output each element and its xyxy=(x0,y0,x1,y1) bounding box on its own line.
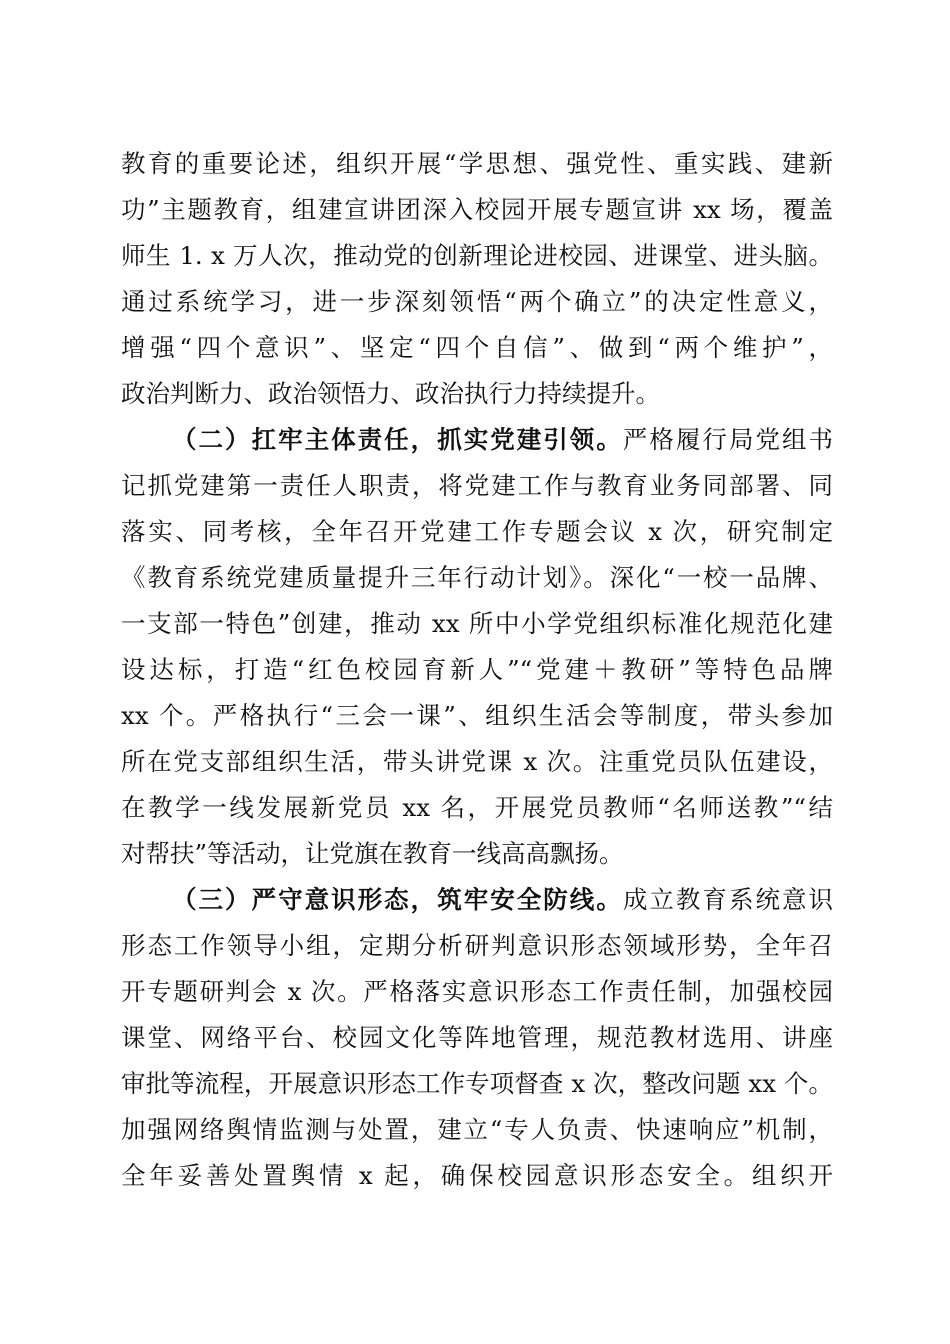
paragraph-1-line-3: 师生 1. x 万人次，推动党的创新理论进校园、进课堂、进头脑。 xyxy=(121,241,833,270)
paragraph-1-line-4: 通过系统学习，进一步深刻领悟“两个确立”的决定性意义， xyxy=(121,287,833,316)
paragraph-2-line-7: xx 个。严格执行“三会一课”、组织生活会等制度，带头参加 xyxy=(121,701,833,730)
paragraph-1-line-1: 教育的重要论述，组织开展“学思想、强党性、重实践、建新 xyxy=(121,149,833,178)
paragraph-3-line-7: 全年妥善处置舆情 x 起，确保校园意识形态安全。组织开 xyxy=(121,1161,833,1190)
paragraph-1-line-6: 政治判断力、政治领悟力、政治执行力持续提升。 xyxy=(121,379,660,408)
paragraph-2-line-9: 在教学一线发展新党员 xx 名，开展党员教师“名师送教”“结 xyxy=(121,793,833,822)
paragraph-3-heading: （三）严守意识形态，筑牢安全防线。 xyxy=(172,885,623,914)
paragraph-2-line-6: 设达标，打造“红色校园育新人”“党建＋教研”等特色品牌 xyxy=(121,655,833,684)
paragraph-2-line-4: 《教育系统党建质量提升三年行动计划》。深化“一校一品牌、 xyxy=(121,563,833,592)
paragraph-3-first-line xyxy=(172,882,833,918)
paragraph-3-line-4: 课堂、网络平台、校园文化等阵地管理，规范教材选用、讲座 xyxy=(121,1023,833,1052)
paragraph-2-first-line xyxy=(172,422,833,458)
paragraph-3-line-6: 加强网络舆情监测与处置，建立“专人负责、快速响应”机制， xyxy=(121,1115,833,1144)
paragraph-3-line-5: 审批等流程，开展意识形态工作专项督查 x 次，整改问题 xx 个。 xyxy=(121,1069,833,1098)
paragraph-2-line-8: 所在党支部组织生活，带头讲党课 x 次。注重党员队伍建设， xyxy=(121,747,833,776)
paragraph-3-line-2: 形态工作领导小组，定期分析研判意识形态领域形势，全年召 xyxy=(121,931,833,960)
paragraph-2-line-3: 落实、同考核，全年召开党建工作专题会议 x 次，研究制定 xyxy=(121,517,833,546)
paragraph-2-heading: （二）扛牢主体责任，抓实党建引领。 xyxy=(172,425,623,454)
paragraph-1-line-5: 增强“四个意识”、坚定“四个自信”、做到“两个维护”， xyxy=(121,333,833,362)
paragraph-2-line-10: 对帮扶”等活动，让党旗在教育一线高高飘扬。 xyxy=(121,839,624,868)
paragraph-2-first-line-text: 严格履行局党组书 xyxy=(622,425,833,454)
paragraph-3-first-line-text: 成立教育系统意识 xyxy=(622,885,833,914)
paragraph-2-line-2: 记抓党建第一责任人职责，将党建工作与教育业务同部署、同 xyxy=(121,471,833,500)
paragraph-3-line-3: 开专题研判会 x 次。严格落实意识形态工作责任制，加强校园 xyxy=(121,977,833,1006)
paragraph-2-line-5: 一支部一特色”创建，推动 xx 所中小学党组织标准化规范化建 xyxy=(121,609,833,638)
paragraph-1-line-2: 功”主题教育，组建宣讲团深入校园开展专题宣讲 xx 场，覆盖 xyxy=(121,195,833,224)
